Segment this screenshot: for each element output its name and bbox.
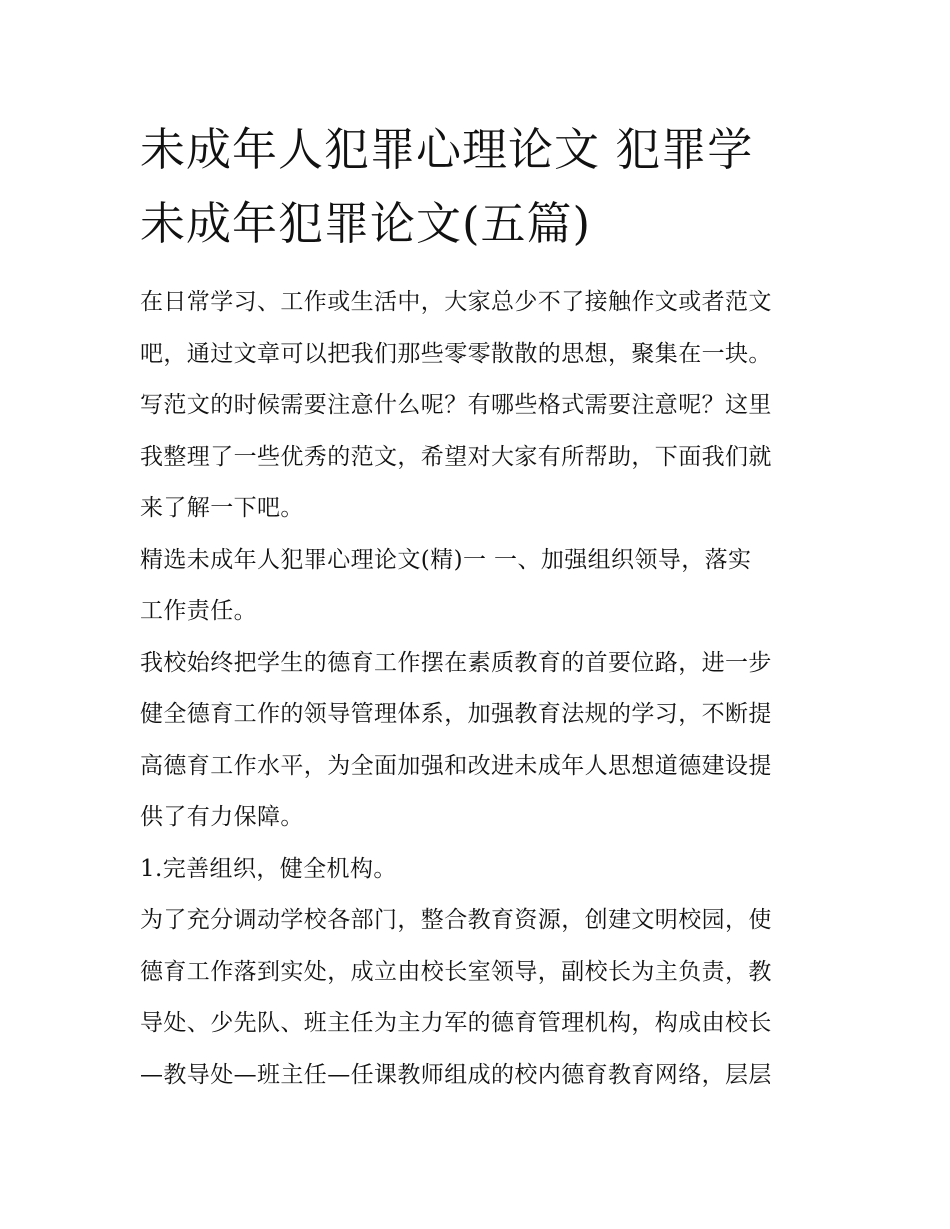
body-line: 导处、少先队、班主任为主力军的德育管理机构，构成由校长 xyxy=(140,1010,772,1036)
body-line: 工作责任。 xyxy=(140,598,257,624)
document-title xyxy=(140,113,820,261)
title-line: 未成年犯罪论文(五篇) xyxy=(140,197,592,250)
title-line: 未成年人犯罪心理论文 犯罪学 xyxy=(140,123,754,176)
body-line: 高德育工作水平，为全面加强和改进未成年人思想道德建设提 xyxy=(140,752,772,779)
body-line: 健全德育工作的领导管理体系，加强教育法规的学习，不断提 xyxy=(140,701,772,727)
body-line: 供了有力保障。 xyxy=(140,804,304,830)
document-body xyxy=(140,280,830,1104)
body-line: 1.完善组织，健全机构。 xyxy=(140,855,397,882)
body-line: 我整理了一些优秀的范文，希望对大家有所帮助，下面我们就 xyxy=(140,443,772,470)
body-line: 吧，通过文章可以把我们那些零零散散的思想，聚集在一块。 xyxy=(140,340,772,367)
body-line: 写范文的时候需要注意什么呢？有哪些格式需要注意呢？这里 xyxy=(140,392,772,418)
body-line: 在日常学习、工作或生活中，大家总少不了接触作文或者范文 xyxy=(140,289,772,315)
body-line: 来了解一下吧。 xyxy=(140,495,304,521)
body-line: 为了充分调动学校各部门，整合教育资源，创建文明校园，使 xyxy=(140,907,772,933)
body-line: —教导处—班主任—任课教师组成的校内德育教育网络，层层 xyxy=(140,1061,772,1088)
body-line: 德育工作落到实处，成立由校长室领导，副校长为主负责，教 xyxy=(140,958,772,985)
body-line: 精选未成年人犯罪心理论文(精)一 一、加强组织领导，落实 xyxy=(140,546,752,573)
body-line: 我校始终把学生的德育工作摆在素质教育的首要位路，进一步 xyxy=(140,649,772,676)
